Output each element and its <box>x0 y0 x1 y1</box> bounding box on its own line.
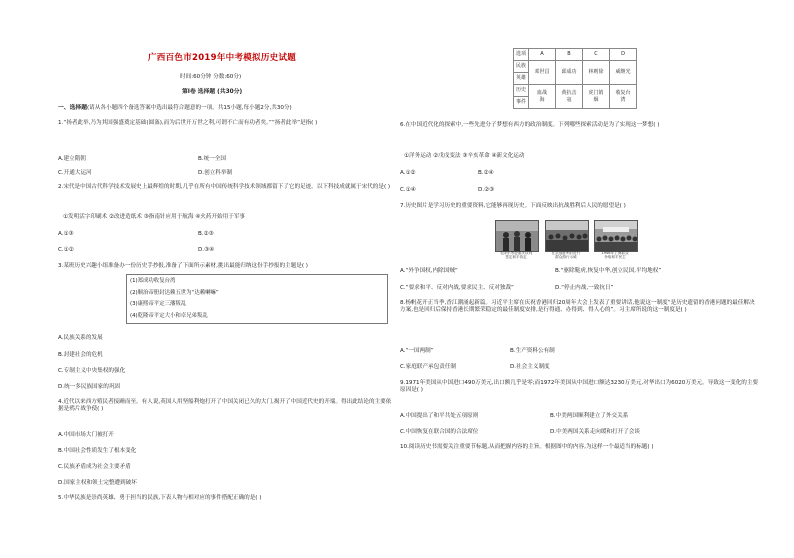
table-cell: 威继光 <box>610 61 637 85</box>
q9-option-b: B.中美两国顺利建立了外交关系 <box>550 413 629 419</box>
photo-3-image <box>595 221 637 251</box>
table-cell: 事件 <box>514 97 529 109</box>
table-cell: C <box>583 49 610 61</box>
q7-option-d: D.“停止内战,一致抗日” <box>555 285 614 291</box>
table-cell: 历史 <box>514 85 529 97</box>
q3-material-1: (1)郑成功收复台湾 <box>130 278 176 284</box>
photo-2-image <box>546 221 588 251</box>
part-title: 第Ⅰ卷 选择题 (共30分) <box>182 89 243 95</box>
table-cell: 林则徐 <box>583 61 610 85</box>
photo-1-caption: 毛泽东等赴重庆谈判 签定和平协定 <box>499 251 533 260</box>
table-cell: 虎门销 烟 <box>583 85 610 109</box>
table-cell: B <box>556 49 583 61</box>
table-cell: 收复台 湾 <box>610 85 637 109</box>
table-cell: 邓世昌 <box>529 61 556 85</box>
question-5-stem: 5.中华民族是崇尚英雄、勇于担当的民族,下表人物与相对应的事件搭配正确的是( ) <box>58 495 262 501</box>
q8-option-c: C.家庭联产承包责任制 <box>400 364 457 370</box>
table-row <box>514 85 637 97</box>
q1-option-c: C.开通大运河 <box>58 170 92 176</box>
table-header-row <box>514 49 637 61</box>
q4-option-b: B.中国社会性质发生了根本变化 <box>58 448 137 454</box>
q4-option-d: D.国家主权和领土完整遭到破坏 <box>58 480 137 486</box>
q4-option-c: C.民族矛盾成为社会主要矛盾 <box>58 464 131 470</box>
q6-option-b: B.②④ <box>478 170 494 176</box>
q3-option-c: C.专制主义中央集权的强化 <box>58 368 126 374</box>
question-2-stem: 2.宋代是中国古代科学技术发展史上最辉煌的时期,几乎在所有中国传统科学技术领域都留下了它的足迹。以下科技成就属于宋代的是( ) <box>58 184 391 190</box>
question-9-stem: 9.1971年美国从中国进口490万美元,出口额几乎是零;而1972年美国从中国进口额达3230万美元,对华出口为6020万美元。导致这一变化的主要原因是( ) <box>400 380 759 393</box>
q6-option-d: D.②③ <box>478 187 495 193</box>
photo-2-caption: 在抗战胜利后进行 群众游行示威 <box>551 251 581 260</box>
table-cell: 血战 海 <box>529 85 556 109</box>
q2-option-a: A.①③ <box>58 231 74 237</box>
q1-option-b: B.统一全国 <box>198 156 226 162</box>
table-cell: 邱成功 <box>556 61 583 85</box>
q9-option-d: D.中美两国关系走向缓和打开了会谈 <box>550 429 640 435</box>
q3-material-4: (4)乾隆帝平定大小和卓兄弟叛乱 <box>130 312 208 319</box>
question-8-stem: 8.杨帆花开正当季,香江潮涌起新篇。习近平主席在庆祝香港回归20周年大会上发表了重要讲话,他说这一制度“是历史遗留的香港问题的最佳解决方案,也是回归后保持香港长期繁荣稳定的最佳制度安排,是行得通、办得到、得人心的”。习主席所说的这一制度是( ) <box>400 300 755 313</box>
q2-option-c: C.①② <box>58 247 74 253</box>
q8-option-b: B.生产资料公有制 <box>510 348 555 354</box>
photo-1-image <box>496 221 538 251</box>
question-1-stem: 1.“扬者此举,乃为其国强盛奠定基础(圆盔),而为后世开万世之利,可谓不亡而有功者矣。”“扬者此举”是指( ) <box>58 120 318 126</box>
table-cell: D <box>610 49 637 61</box>
q8-option-a: A.“一国两制” <box>400 348 434 354</box>
q6-option-c: C.①④ <box>400 187 416 193</box>
table-cell: 选项 <box>514 49 529 61</box>
question-4-stem: 4.近代以来西方殖民者接踵而至。有人说,英国人用坚船利炮打开了中国关闭已久的大门,揭开了中国近代史的开端。得出此结论的主要依据是鸦片战争使( ) <box>58 399 392 412</box>
q9-option-c: C.中国恢复在联合国的合法席位 <box>400 429 479 435</box>
table-cell: 英雄 <box>514 73 529 85</box>
q3-material-2: (2)顺治帝册封达赖五世为“达赖喇嘛” <box>130 289 219 296</box>
q2-option-d: D.③④ <box>198 247 215 253</box>
section-label: 一、选择题 <box>58 105 87 111</box>
question-3-stem: 3.某班历史兴趣小组准备办一份历史手抄报,准备了下面所示素材,挑出最能归纳这份手抄报的主题是( ) <box>58 263 308 269</box>
question-10-stem: 10.阅读历史书需要关注重要节标题,从而把握内容的主旨。根据图中的内容,为这样一个最适当的标题( ) <box>400 444 654 450</box>
q8-option-d: D.社会主义制度 <box>510 364 550 370</box>
q3-option-a: A.民族关系的发展 <box>58 335 103 341</box>
q7-option-c: C.“要求和平、反对内战,要求民主、反对独裁” <box>400 285 514 291</box>
q9-option-a: A.中国提出了和平共处五项原则 <box>400 413 479 419</box>
table-cell: A <box>529 49 556 61</box>
question-6-stem: 6.在中国近代化的探索中,一些先进分子梦想有西方的政治制度。下列哪些探索活动是为了实现这一梦想( ) <box>400 122 660 128</box>
q3-material-3: (3)康熙帝平定三藩叛乱 <box>130 301 187 307</box>
section-instructions: (请从各小题四个备选答案中选出最符合题意的一项。共15小题,每小题2分,共30分) <box>87 105 292 111</box>
exam-info: 时间:60分钟 分数:60分) <box>180 74 242 80</box>
historical-photo-3 <box>594 220 638 252</box>
q6-items: ①洋务运动 ②戊戌变法 ③辛亥革命 ④新文化运动 <box>404 153 525 159</box>
historical-photo-1 <box>495 220 539 252</box>
q3-option-b: B.封建社会的危机 <box>58 352 103 358</box>
question-7-stem: 7.历史图片是学习历史的重要资料,它能够再现历史。下面反映出抗战胜利后人民的愿望是( ) <box>400 203 626 209</box>
q1-option-d: D.创立科举制 <box>198 170 233 176</box>
q1-option-a: A.建立隋朝 <box>58 156 86 162</box>
historical-photo-2 <box>545 220 589 252</box>
q5-table <box>513 48 637 109</box>
q6-option-a: A.①② <box>400 170 416 176</box>
q7-option-a: A.“外争国权,内除国贼” <box>400 268 458 274</box>
table-row <box>514 61 637 73</box>
q3-option-d: D.统一多民族国家的巩固 <box>58 384 121 390</box>
q4-option-a: A.中国市场大门被打开 <box>58 432 114 438</box>
q2-option-b: B.②③ <box>198 231 214 237</box>
q7-option-b: B.“驱除鞑虏,恢复中华,创立民国,平均地权” <box>555 268 662 274</box>
section-heading <box>58 105 292 112</box>
q2-items: ①发明活字印刷术 ②改进造纸术 ③指南针应用于航海 ④火药开始用于军事 <box>63 214 246 220</box>
photo-3-caption: 1946年上海群众 争取和平民主 <box>601 251 629 260</box>
exam-title: 广西百色市2019年中考模拟历史试题 <box>148 53 297 63</box>
q3-materials-box <box>126 274 388 324</box>
table-cell: 黄抗击 寇 <box>556 85 583 109</box>
table-cell: 民族 <box>514 61 529 73</box>
